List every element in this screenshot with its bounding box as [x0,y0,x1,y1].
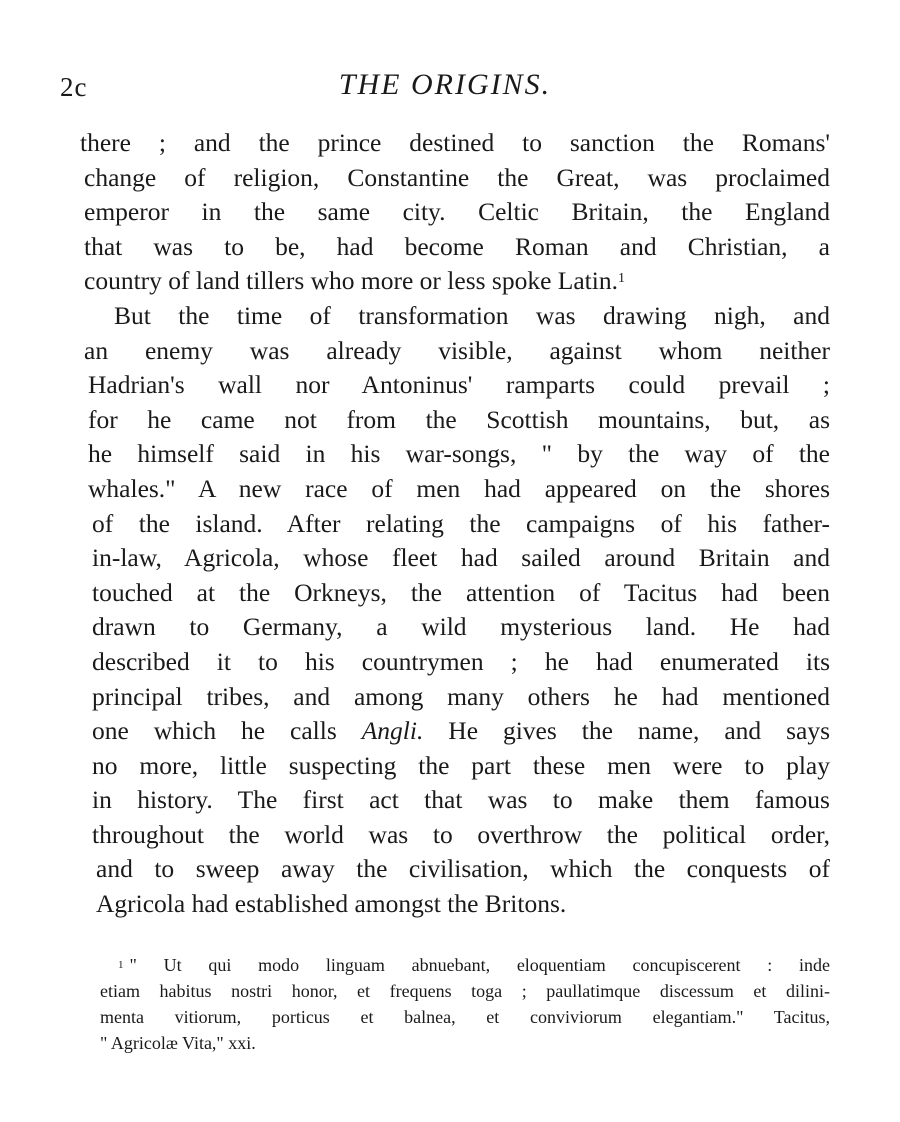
text-line: principal tribes, and among many others he had mentioned [92,681,830,711]
text-line-content: country of land tillers who more or less spoke Latin. [84,266,618,296]
footnote-marker: 1 [118,959,124,971]
running-title: THE ORIGINS. [338,68,552,101]
footnote-line: etiam habitus nostri honor, et frequens toga ; paullatimque discessum et dilini- [100,981,830,1001]
text-line: there ; and the prince destined to sanction the Romans' [80,128,830,157]
text-line: that was to be, had become Roman and Christian, a [84,231,830,261]
text-line-with-italic [80,714,830,749]
text-segment: He gives the name, and says [448,716,831,746]
paragraph-first-line: But the time of transformation was drawing nigh, and [114,300,830,330]
main-text [80,126,830,922]
text-line [80,264,830,299]
text-line: touched at the Orkneys, the attention of Tacitus had been [92,577,830,607]
text-line: for he came not from the Scottish mountains, but, as [88,404,830,434]
text-line: Hadrian's wall nor Antoninus' ramparts could prevail ; [88,370,830,400]
footnote [100,952,830,1056]
text-line: an enemy was already visible, against whom neither [84,335,830,365]
footnote-line: menta vitiorum, porticus et balnea, et conviviorum elegantiam." Tacitus, [100,1007,830,1027]
text-line: throughout the world was to overthrow the political order, [92,819,830,849]
text-line: change of religion, Constantine the Great, was proclaimed [84,162,830,192]
page-header [0,66,900,106]
text-line: in-law, Agricola, whose fleet had sailed around Britain and [92,543,830,573]
text-line: he himself said in his war-songs, " by the way of the [88,439,830,469]
footnote-line-content: " Ut qui modo linguam abnuebant, eloquentiam concupiscerent : inde [129,955,830,975]
text-line: and to sweep away the civilisation, which the conquests of [96,854,830,884]
text-line: whales." A new race of men had appeared on the shores [88,473,830,503]
footnote-reference: 1 [617,271,625,287]
italic-word-angli: Angli. [361,716,424,746]
text-line: emperor in the same city. Celtic Britain, the England [84,197,830,227]
text-line: no more, little suspecting the part these men were to play [92,750,830,780]
text-line: described it to his countrymen ; he had enumerated its [92,646,830,676]
page-number: 2c [60,72,88,102]
text-line: in history. The first act that was to make them famous [92,785,830,815]
text-line: of the island. After relating the campaigns of his father- [92,508,830,538]
text-segment: one which he calls [92,716,337,746]
text-line: Agricola had established amongst the Britons. [96,889,567,919]
footnote-line [100,952,830,978]
footnote-line: " Agricolæ Vita," xxi. [100,1033,256,1053]
text-line: drawn to Germany, a wild mysterious land. He had [92,612,830,642]
